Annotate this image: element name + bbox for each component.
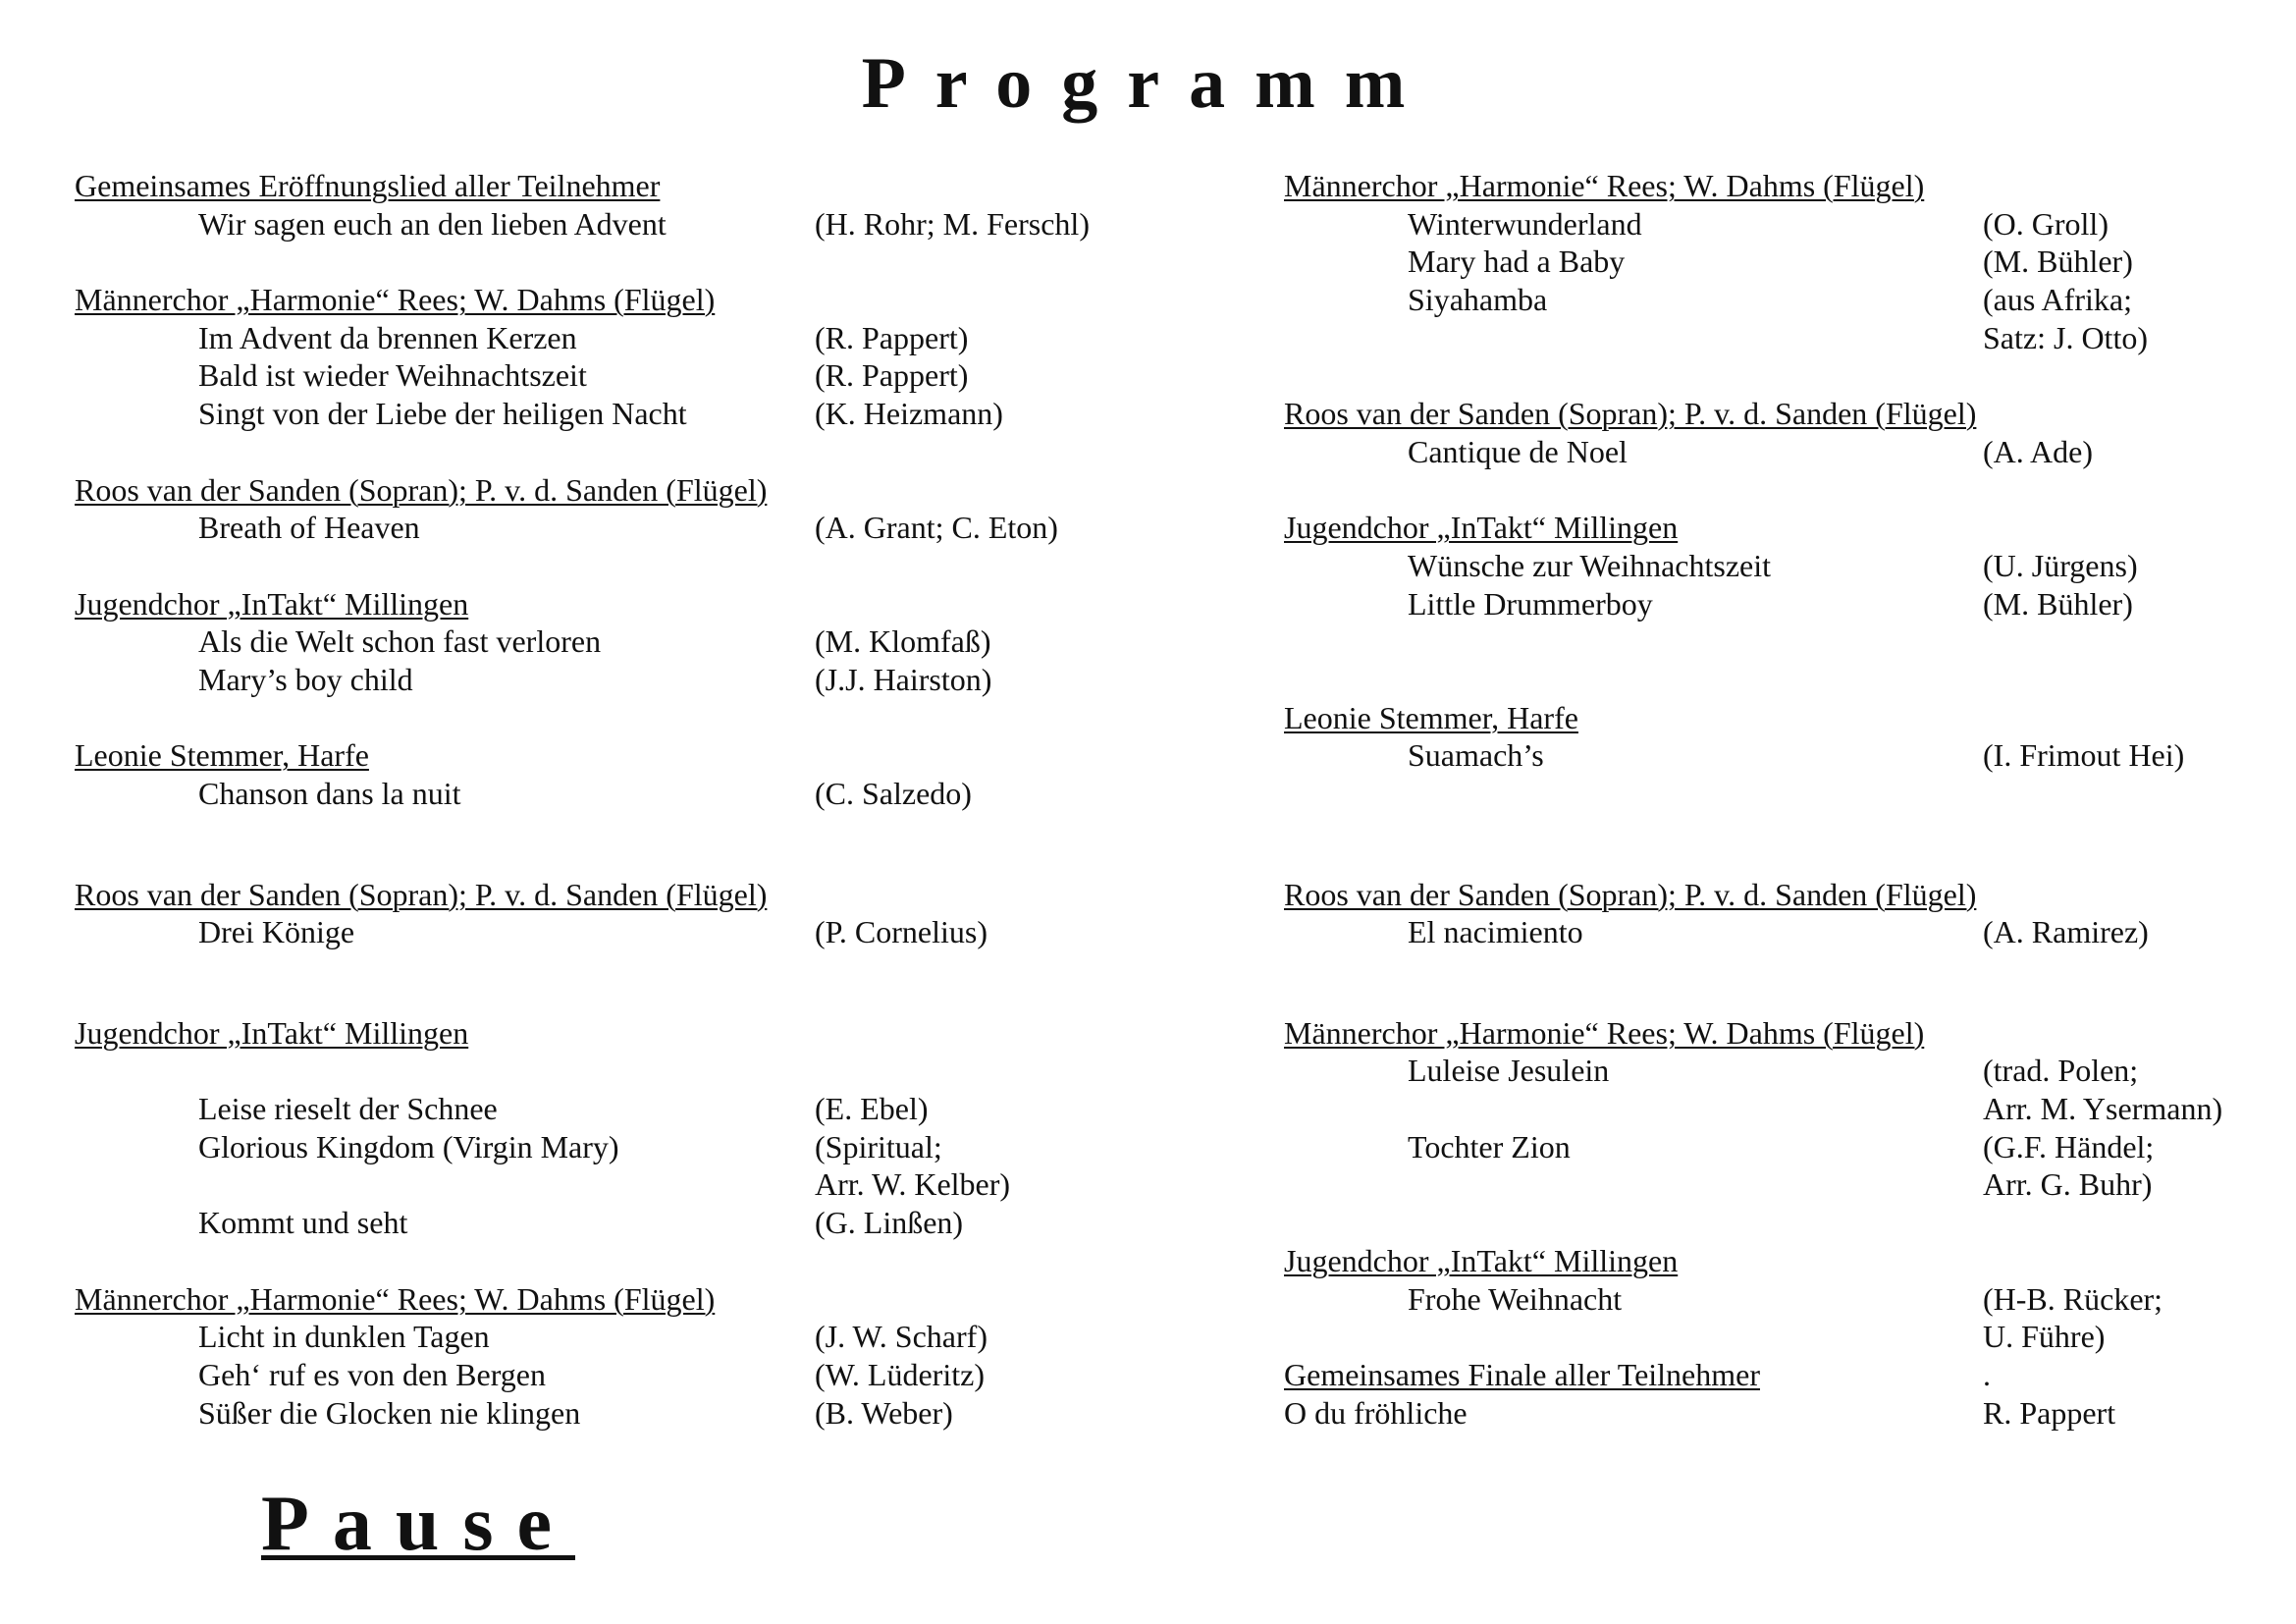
finale-item xyxy=(1284,1394,2285,1433)
composer-credit: (M. Bühler) xyxy=(1983,585,2133,622)
composer-credit: Satz: J. Otto) xyxy=(1983,319,2148,355)
spacer xyxy=(1284,990,2285,1014)
performer-heading xyxy=(75,1014,1203,1053)
performer-name: Leonie Stemmer, Harfe xyxy=(1284,699,1578,735)
composer-credit: . xyxy=(1983,1356,1991,1392)
piece-title: Singt von der Liebe der heiligen Nacht xyxy=(198,396,687,432)
piece-title: Luleise Jesulein xyxy=(1408,1053,1610,1089)
piece-title: Als die Welt schon fast verloren xyxy=(198,623,602,660)
composer-credit: U. Führe) xyxy=(1983,1319,2106,1355)
program-item xyxy=(1284,585,2285,623)
program-item xyxy=(75,1128,1203,1166)
program-item xyxy=(75,1356,1203,1394)
composer-credit: (A. Grant; C. Eton) xyxy=(815,510,1058,546)
composer-credit: (R. Pappert) xyxy=(815,319,969,355)
program-item xyxy=(75,205,1203,244)
performer-heading xyxy=(1284,395,2285,433)
piece-title: Geh‘ ruf es von den Bergen xyxy=(198,1356,546,1392)
page-title: Programm xyxy=(861,43,1435,124)
performer-heading xyxy=(75,585,1203,623)
performer-name: Männerchor „Harmonie“ Rees; W. Dahms (Flügel) xyxy=(75,1280,716,1317)
program-item xyxy=(1284,1318,2285,1356)
piece-title: Mary’s boy child xyxy=(198,661,413,697)
piece-title: Glorious Kingdom (Virgin Mary) xyxy=(198,1128,619,1164)
spacer xyxy=(75,1052,1203,1090)
piece-title: Im Advent da brennen Kerzen xyxy=(198,319,577,355)
performer-heading xyxy=(75,1280,1203,1319)
piece-title: Bald ist wieder Weihnachtszeit xyxy=(198,357,587,394)
program-item xyxy=(1284,319,2285,357)
piece-title: Winterwunderland xyxy=(1408,205,1642,242)
program-column-left xyxy=(75,167,1203,1432)
piece-title: Suamach’s xyxy=(1408,737,1544,774)
composer-credit: (trad. Polen; xyxy=(1983,1053,2139,1089)
performer-name: Jugendchor „InTakt“ Millingen xyxy=(1284,510,1679,546)
piece-title: Siyahamba xyxy=(1408,282,1548,318)
composer-credit: (A. Ramirez) xyxy=(1983,914,2149,950)
performer-name: Jugendchor „InTakt“ Millingen xyxy=(1284,1242,1679,1278)
program-item xyxy=(75,661,1203,699)
program-item xyxy=(1284,1165,2285,1204)
spacer xyxy=(75,1242,1203,1280)
composer-credit: (P. Cornelius) xyxy=(815,914,988,950)
composer-credit: (Spiritual; xyxy=(815,1128,942,1164)
performer-heading xyxy=(1284,1014,2285,1053)
spacer xyxy=(1284,623,2285,661)
performer-heading xyxy=(1284,699,2285,737)
performer-heading xyxy=(75,471,1203,510)
composer-credit: (H. Rohr; M. Ferschl) xyxy=(815,205,1090,242)
piece-title: Wir sagen euch an den lieben Advent xyxy=(198,205,667,242)
spacer xyxy=(1284,951,2285,990)
spacer xyxy=(75,813,1203,851)
program-item xyxy=(1284,1052,2285,1090)
spacer xyxy=(1284,850,2285,875)
program-item xyxy=(75,319,1203,357)
program-item xyxy=(75,1204,1203,1242)
performer-name: Leonie Stemmer, Harfe xyxy=(75,737,369,774)
composer-credit: (O. Groll) xyxy=(1983,205,2109,242)
composer-credit: (C. Salzedo) xyxy=(815,776,972,811)
performer-heading xyxy=(1284,167,2285,205)
program-item xyxy=(75,356,1203,395)
performer-name: Roos van der Sanden (Sopran); P. v. d. Sanden (Flügel) xyxy=(75,471,768,508)
spacer xyxy=(1284,661,2285,699)
program-item xyxy=(1284,205,2285,244)
program-item xyxy=(1284,243,2285,281)
composer-credit: (H-B. Rücker; xyxy=(1983,1280,2163,1317)
program-item xyxy=(75,913,1203,951)
composer-credit: (W. Lüderitz) xyxy=(815,1356,985,1392)
program-item xyxy=(1284,1090,2285,1128)
piece-title xyxy=(75,1166,198,1202)
pause-heading: Pause xyxy=(261,1481,575,1567)
piece-title: El nacimiento xyxy=(1408,914,1583,950)
composer-credit: Arr. G. Buhr) xyxy=(1983,1166,2153,1203)
performer-heading xyxy=(75,281,1203,319)
performer-heading xyxy=(1284,876,2285,914)
performer-heading xyxy=(1284,509,2285,547)
piece-title: Kommt und seht xyxy=(198,1205,408,1241)
performer-heading xyxy=(75,167,1203,205)
piece-title: Chanson dans la nuit xyxy=(198,776,461,811)
composer-credit: R. Pappert xyxy=(1983,1394,2116,1431)
performer-name: Jugendchor „InTakt“ Millingen xyxy=(75,1014,469,1051)
piece-title xyxy=(1284,1166,1408,1202)
piece-title: Breath of Heaven xyxy=(198,510,420,546)
composer-credit: (U. Jürgens) xyxy=(1983,547,2138,583)
performer-name: Jugendchor „InTakt“ Millingen xyxy=(75,585,469,622)
program-item xyxy=(75,623,1203,661)
spacer xyxy=(1284,356,2285,395)
program-item xyxy=(1284,736,2285,775)
piece-title xyxy=(1284,320,1408,355)
program-item xyxy=(1284,913,2285,951)
performer-name: Männerchor „Harmonie“ Rees; W. Dahms (Flügel) xyxy=(75,282,716,318)
composer-credit: (M. Klomfaß) xyxy=(815,623,991,660)
program-item xyxy=(75,1394,1203,1433)
composer-credit: Arr. M. Ysermann) xyxy=(1983,1091,2223,1127)
performer-name: Gemeinsames Eröffnungslied aller Teilnehmer xyxy=(75,168,661,203)
composer-credit: (R. Pappert) xyxy=(815,357,969,394)
performer-name: Männerchor „Harmonie“ Rees; W. Dahms (Flügel) xyxy=(1284,168,1925,203)
composer-credit: (J. W. Scharf) xyxy=(815,1319,988,1355)
program-column-right xyxy=(1284,167,2285,1432)
composer-credit: (G.F. Händel; xyxy=(1983,1128,2155,1164)
program-item xyxy=(75,775,1203,813)
piece-title: Frohe Weihnacht xyxy=(1408,1280,1623,1317)
piece-title xyxy=(1284,1091,1408,1126)
composer-credit: (I. Frimout Hei) xyxy=(1983,737,2185,774)
performer-name: Roos van der Sanden (Sopran); P. v. d. Sanden (Flügel) xyxy=(75,876,768,912)
composer-credit: (B. Weber) xyxy=(815,1394,953,1431)
spacer xyxy=(75,243,1203,281)
performer-heading xyxy=(75,736,1203,775)
program-item xyxy=(75,1165,1203,1204)
performer-name: Männerchor „Harmonie“ Rees; W. Dahms (Flügel) xyxy=(1284,1014,1925,1051)
spacer xyxy=(1284,471,2285,510)
piece-title: Süßer die Glocken nie klingen xyxy=(198,1394,581,1431)
spacer xyxy=(75,951,1203,990)
spacer xyxy=(75,850,1203,875)
program-item xyxy=(75,1090,1203,1128)
performer-name: Gemeinsames Finale aller Teilnehmer xyxy=(1284,1356,1760,1392)
performer-heading xyxy=(1284,1356,2285,1394)
piece-title: Drei Könige xyxy=(198,914,355,950)
spacer xyxy=(1284,1204,2285,1242)
piece-title: Tochter Zion xyxy=(1408,1128,1571,1164)
piece-title: Cantique de Noel xyxy=(1408,433,1628,469)
composer-credit: (aus Afrika; xyxy=(1983,282,2132,318)
composer-credit: (E. Ebel) xyxy=(815,1091,929,1127)
composer-credit: (G. Linßen) xyxy=(815,1205,964,1241)
performer-heading xyxy=(1284,1242,2285,1280)
program-item xyxy=(75,1318,1203,1356)
piece-title: O du fröhliche xyxy=(1284,1394,1468,1431)
piece-title: Little Drummerboy xyxy=(1408,585,1653,622)
composer-credit: Arr. W. Kelber) xyxy=(815,1166,1011,1203)
spacer xyxy=(75,547,1203,585)
composer-credit: (J.J. Hairston) xyxy=(815,661,992,697)
piece-title xyxy=(1284,1319,1408,1354)
piece-title: Licht in dunklen Tagen xyxy=(198,1319,490,1355)
spacer xyxy=(1284,813,2285,851)
composer-credit: (M. Bühler) xyxy=(1983,244,2133,280)
program-item xyxy=(75,509,1203,547)
performer-heading xyxy=(75,876,1203,914)
program-item xyxy=(1284,281,2285,319)
composer-credit: (K. Heizmann) xyxy=(815,396,1003,432)
program-item xyxy=(1284,1128,2285,1166)
program-item xyxy=(1284,1280,2285,1319)
spacer xyxy=(75,699,1203,737)
piece-title: Mary had a Baby xyxy=(1408,244,1626,280)
program-item xyxy=(1284,547,2285,585)
program-item xyxy=(75,395,1203,433)
spacer xyxy=(75,990,1203,1014)
piece-title: Wünsche zur Weihnachtszeit xyxy=(1408,547,1772,583)
program-item xyxy=(1284,433,2285,471)
spacer xyxy=(1284,775,2285,813)
performer-name: Roos van der Sanden (Sopran); P. v. d. Sanden (Flügel) xyxy=(1284,876,1977,912)
composer-credit: (A. Ade) xyxy=(1983,433,2093,469)
performer-name: Roos van der Sanden (Sopran); P. v. d. Sanden (Flügel) xyxy=(1284,396,1977,432)
spacer xyxy=(75,433,1203,471)
piece-title: Leise rieselt der Schnee xyxy=(198,1091,498,1127)
